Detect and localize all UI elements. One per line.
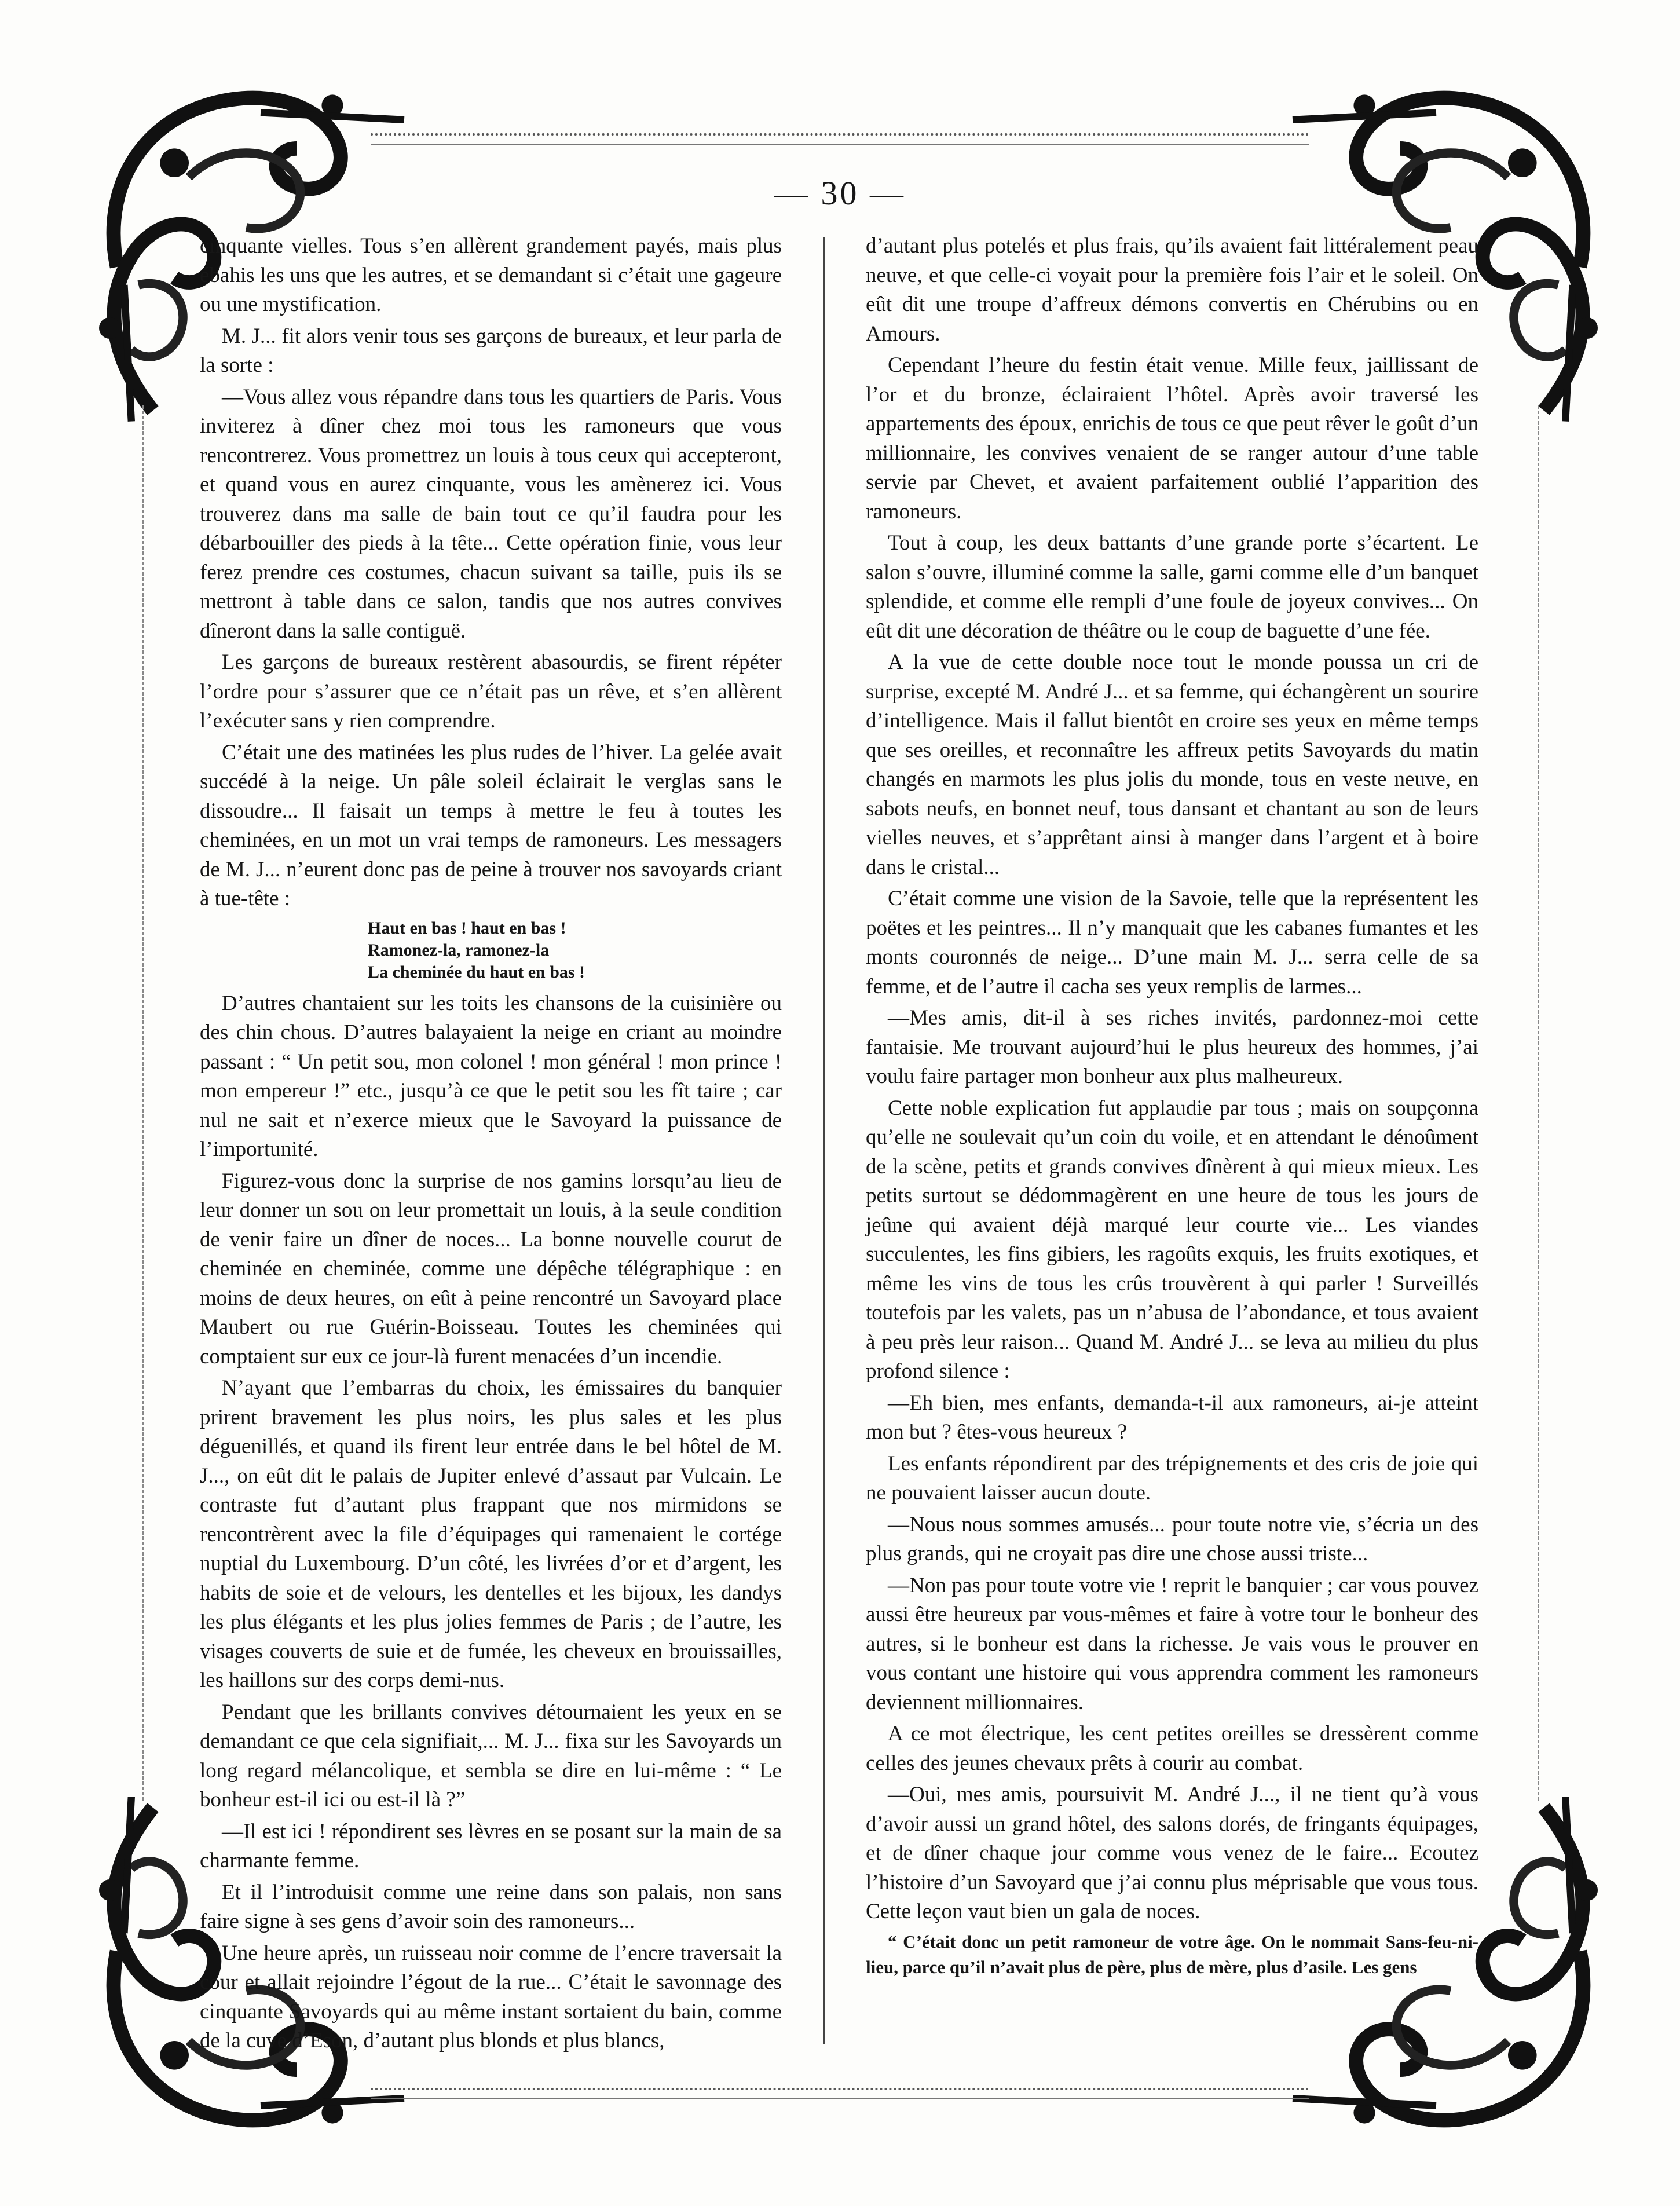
- paragraph: Les enfants répondirent par des trépignements et des cris de joie qui ne pouvaient laisser aucun doute.: [866, 1451, 1478, 1505]
- left-border-rule: [142, 405, 147, 1801]
- paragraph: —Non pas pour toute votre vie ! reprit le banquier ; car vous pouvez aussi être heureux par vous-mêmes et faire à votre tour le bonheur des autres, si le bonheur est dans la richesse. Je vais vous le prouver en vous contant une histoire qui vous apprendra comment les ramoneurs deviennent millionnaires.: [866, 1573, 1478, 1714]
- paragraph: d’autant plus potelés et plus frais, qu’ils avaient fait littéralement peau neuve, et que celle-ci voyait pour la première fois l’air et le soleil. On eût dit une troupe d’affreux démons convertis en Chérubins ou en Amours.: [866, 234, 1478, 346]
- left-column: [200, 232, 782, 2058]
- song-line: Haut en bas ! haut en bas !: [368, 918, 566, 938]
- paragraph: —Il est ici ! répondirent ses lèvres en se posant sur la main de sa charmante femme.: [200, 1819, 782, 1872]
- paragraph: Cette noble explication fut applaudie par tous ; mais on soupçonna qu’elle ne soulevait qu’un coin du voile, et en attendant le dénoûment de la scène, petits et grands convives dînèrent à qui mieux mieux. Les petits surtout se dédommagèrent en une heure de tous les jours de jeûne qui avaient déjà marqué leur courte vie... Les viandes succulentes, les fins gibiers, les ragoûts exquis, les fruits exotiques, et même les vins de tous les crûs trouvèrent à qui parler ! Surveillés toutefois par les valets, pas un n’abusa de l’abondance, et tous avaient à peu près leur raison... Quand M. André J... se leva au milieu du plus profond silence :: [866, 1096, 1478, 1383]
- bottom-border-rule: [371, 2088, 1309, 2099]
- song-verse: [368, 917, 782, 983]
- paragraph: N’ayant que l’embarras du choix, les émissaires du banquier prirent bravement les plus noirs, les plus sales et les plus déguenillés, et quand ils firent leur entrée dans le bel hôtel de M. J..., on eût dit le palais de Jupiter enlevé d’assaut par Vulcain. Le contraste fut d’autant plus frappant que nos mirmidons se rencontrèrent avec la file d’équipages qui ramenaient le cortége nuptial du Luxembourg. D’un côté, les livrées d’or et d’argent, les habits de soie et de velours, les dentelles et les bijoux, les dandys les plus élégants et les plus jolies femmes de Paris ; de l’autre, les visages couverts de suie et de fumée, les cheveux en brouissailles, les haillons sur des corps demi-nus.: [200, 1376, 782, 1692]
- paragraph: D’autres chantaient sur les toits les chansons de la cuisinière ou des chin chous. D’autres balayaient la neige en criant au moindre passant : “ Un petit sou, mon colonel ! mon général ! mon prince ! mon empereur !” etc., jusqu’à ce que le petit sou les fît taire ; car nul ne sait et n’exerce mieux que le Savoyard la puissance de l’importunité.: [200, 991, 782, 1161]
- paragraph: Figurez-vous donc la surprise de nos gamins lorsqu’au lieu de leur donner un sou on leur promettait un louis, à la seule condition de venir faire un dîner de noces... La bonne nouvelle courut de cheminée en cheminée, comme une dépêche télégraphique : en moins de deux heures, on eût à peine rencontré un Savoyard place Maubert ou rue Guérin-Boisseau. Toutes les cheminées qui comptaient sur eux ce jour-là furent menacées d’un incendie.: [200, 1169, 782, 1369]
- paragraph: —Oui, mes amis, poursuivit M. André J..., il ne tient qu’à vous d’avoir aussi un grand hôtel, des salons dorés, de fringants équipages, et de dîner chaque jour comme vous venez de le faire... Ecoutez l’histoire d’un Savoyard que j’ai connu plus méprisable que vous tous. Cette leçon vaut bien un gala de noces.: [866, 1783, 1478, 1923]
- paragraph: A la vue de cette double noce tout le monde poussa un cri de surprise, excepté M. André J... et sa femme, qui échangèrent un sourire d’intelligence. Mais il fallut bientôt en croire ses yeux en même temps que ses oreilles, et reconnaître les affreux petits Savoyards du matin changés en marmots les plus jolis du monde, tous en veste neuve, en sabots neufs, en bonnet neuf, tous dansant et chantant au son de leurs vielles neuves, et s’apprêtant ainsi à manger dans l’argent et à boire dans le cristal...: [866, 650, 1478, 879]
- paragraph: Et il l’introduisit comme une reine dans son palais, non sans faire signe à ses gens d’avoir soin des ramoneurs...: [200, 1880, 782, 1933]
- page-number: — 30 —: [774, 174, 906, 212]
- paragraph: Pendant que les brillants convives détournaient les yeux en se demandant ce que cela signifiait,... M. J... fixa sur les Savoyards un long regard mélancolique, et sembla se dire en lui-même : “ Le bonheur est-il ici ou est-il là ?”: [200, 1700, 782, 1812]
- paragraph: —Nous nous sommes amusés... pour toute notre vie, s’écria un des plus grands, qui ne croyait pas dire une chose aussi triste...: [866, 1512, 1478, 1565]
- final-paragraph: “ C’était donc un petit ramoneur de votre âge. On le nommait Sans-feu-ni-lieu, parce qu’il n’avait plus de père, plus de mère, plus d’asile. Les gens: [866, 1931, 1478, 1977]
- right-column: [866, 232, 1478, 1982]
- paragraph: Cependant l’heure du festin était venue. Mille feux, jaillissant de l’or et du bronze, éclairaient l’hôtel. Après avoir traversé les appartements des époux, enrichis de tous ce que peut rêver le goût d’un millionnaire, les convives venaient de se ranger autour d’une table servie par Chevet, et avaient parfaitement oublié l’apparition des ramoneurs.: [866, 353, 1478, 524]
- paragraph: C’était comme une vision de la Savoie, telle que la représentent les poëtes et les peintres... Il n’y manquait que les cabanes fumantes et les monts couronnés de neige... D’une main M. J... serra celle de sa femme, et de l’autre il cacha ses yeux remplis de larmes...: [866, 887, 1478, 998]
- top-border-rule: [371, 133, 1309, 145]
- song-line: Ramonez-la, ramonez-la: [368, 940, 550, 960]
- paragraph: Les garçons de bureaux restèrent abasourdis, se firent répéter l’ordre pour s’assurer que ce n’était pas un rêve, et s’en allèrent l’exécuter sans y rien comprendre.: [200, 650, 782, 733]
- paragraph: cinquante vielles. Tous s’en allèrent grandement payés, mais plus ébahis les uns que les autres, et se demandant si c’était une gageure ou une mystification.: [200, 234, 782, 316]
- column-divider: [823, 237, 825, 2044]
- paragraph: —Mes amis, dit-il à ses riches invités, pardonnez-moi cette fantaisie. Me trouvant aujourd’hui le plus heureux des hommes, j’ai voulu faire partager mon bonheur aux plus malheureux.: [866, 1006, 1478, 1088]
- paragraph: —Vous allez vous répandre dans tous les quartiers de Paris. Vous inviterez à dîner chez moi tous les ramoneurs que vous rencontrerez. Vous promettrez un louis à tous ceux qui accepteront, et quand vous en aurez cinquante, vous les amènerez ici. Vous trouverez dans ma salle de bain tout ce qu’il faudra pour les débarbouiller des pieds à la tête... Cette opération finie, vous leur ferez prendre ces costumes, chacun suivant sa taille, puis ils se mettront à table dans ce salon, tandis que nos autres convives dîneront dans la salle contiguë.: [200, 385, 782, 643]
- paragraph: M. J... fit alors venir tous ses garçons de bureaux, et leur parla de la sorte :: [200, 324, 782, 377]
- paragraph: Une heure après, un ruisseau noir comme de l’encre traversait la cour et allait rejoindre l’égout de la rue... C’était le savonnage des cinquante Savoyards qui au même instant sortaient du bain, comme de la cuve d’Eson, d’autant plus blonds et plus blancs,: [200, 1941, 782, 2053]
- right-border-rule: [1538, 405, 1543, 1801]
- paragraph: A ce mot électrique, les cent petites oreilles se dressèrent comme celles des jeunes chevaux prêts à courir au combat.: [866, 1722, 1478, 1775]
- paragraph: Tout à coup, les deux battants d’une grande porte s’écartent. Le salon s’ouvre, illuminé comme la salle, garni comme elle d’un banquet splendide, et comme elle rempli d’une foule de joyeux convives... On eût dit une décoration de théâtre ou le coup de baguette d’une fée.: [866, 531, 1478, 643]
- paragraph: C’était une des matinées les plus rudes de l’hiver. La gelée avait succédé à la neige. Un pâle soleil éclairait le verglas sans le dissoudre... Il faisait un temps à mettre le feu à toutes les cheminées, en un mot un vrai temps de ramoneurs. Les messagers de M. J... n’eurent donc pas de peine à trouver nos savoyards criant à tue-tête :: [200, 740, 782, 910]
- paragraph: —Eh bien, mes enfants, demanda-t-il aux ramoneurs, ai-je atteint mon but ? êtes-vous heureux ?: [866, 1391, 1478, 1444]
- song-line: La cheminée du haut en bas !: [368, 962, 585, 982]
